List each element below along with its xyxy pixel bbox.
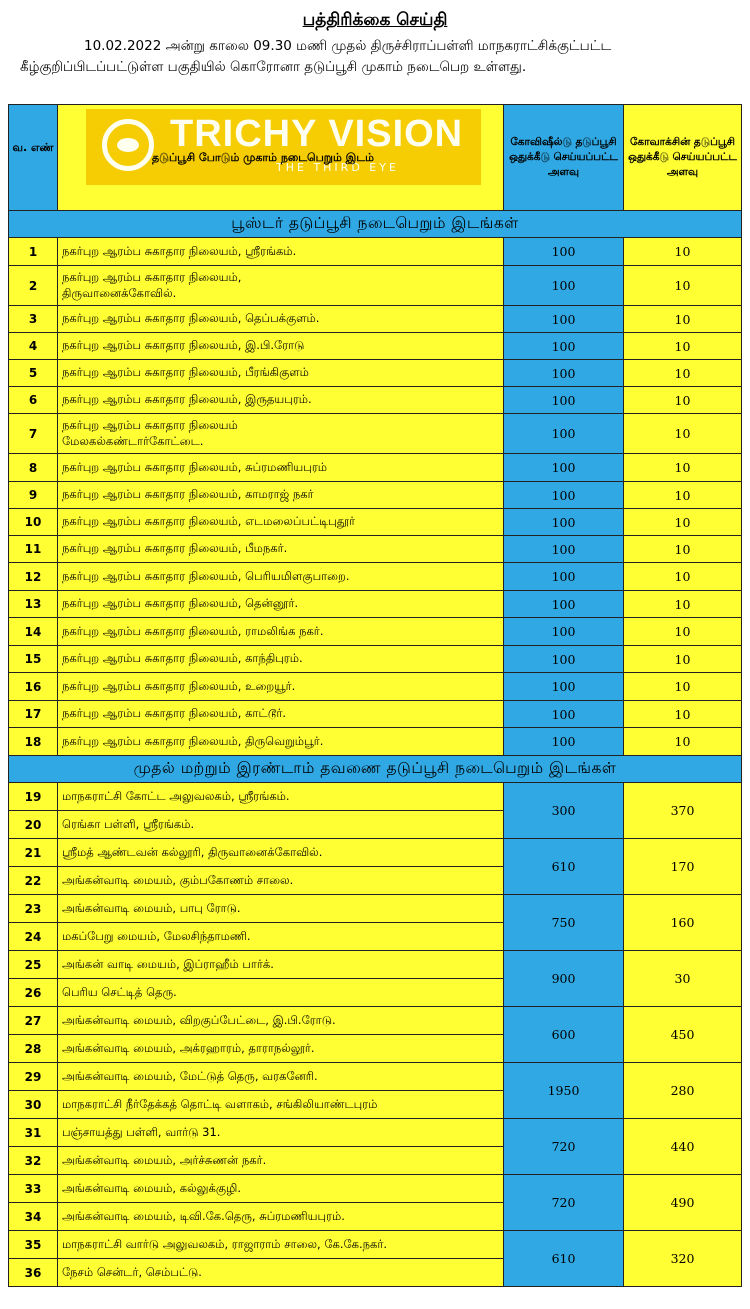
place-cell — [58, 728, 504, 756]
table-row — [9, 618, 742, 646]
watermark-tagline: THE THIRD EYE — [276, 161, 399, 174]
covaxin-cell: 490 — [624, 1175, 742, 1231]
covishield-cell: 100 — [504, 701, 624, 728]
covaxin-cell: 10 — [624, 454, 742, 482]
serial-no-cell: 33 — [9, 1175, 58, 1203]
dose-rows — [9, 783, 742, 1287]
place-cell — [58, 618, 504, 646]
covishield-cell: 100 — [504, 591, 624, 618]
serial-no-cell: 16 — [9, 673, 58, 701]
covishield-cell: 100 — [504, 333, 624, 360]
covishield-cell: 100 — [504, 536, 624, 563]
place-line-1: நகர்புற ஆரம்ப சுகாதார நிலையம், எடமலைப்பட்டிபுதூர் — [62, 514, 355, 528]
serial-no-cell: 3 — [9, 306, 58, 333]
table-row — [9, 895, 742, 923]
section-booster-heading: பூஸ்டர் தடுப்பூசி நடைபெறும் இடங்கள் — [9, 211, 742, 238]
serial-no-cell: 25 — [9, 951, 58, 979]
serial-no-cell: 32 — [9, 1147, 58, 1175]
table-row — [9, 333, 742, 360]
place-line-1: நகர்புற ஆரம்ப சுகாதார நிலையம், தெப்பக்குளம். — [62, 311, 320, 325]
table-row — [9, 951, 742, 979]
serial-no-cell: 24 — [9, 923, 58, 951]
place-line-1: நகர்புற ஆரம்ப சுகாதார நிலையம், திருவெறும்பூர். — [62, 733, 324, 748]
section-doses-heading: முதல் மற்றும் இரண்டாம் தவணை தடுப்பூசி நடைபெறும் இடங்கள் — [9, 756, 742, 783]
serial-no-cell: 36 — [9, 1259, 58, 1287]
table-row — [9, 1007, 742, 1035]
place-cell — [58, 591, 504, 618]
place-cell: மாநகராட்சி கோட்ட அலுவலகம், ஸ்ரீரங்கம். — [58, 783, 504, 811]
place-cell: பஞ்சாயத்து பள்ளி, வார்டு 31. — [58, 1119, 504, 1147]
place-cell — [58, 387, 504, 414]
place-cell — [58, 333, 504, 360]
covaxin-cell: 30 — [624, 951, 742, 1007]
covaxin-cell: 10 — [624, 728, 742, 756]
place-line-1: நகர்புற ஆரம்ப சுகாதார நிலையம், பீமநகர். — [62, 541, 288, 555]
press-release-title: பத்திரிக்கை செய்தி — [302, 10, 448, 30]
table-row — [9, 1063, 742, 1091]
serial-no-cell: 27 — [9, 1007, 58, 1035]
covaxin-cell: 10 — [624, 333, 742, 360]
covaxin-cell: 370 — [624, 783, 742, 839]
covishield-cell: 100 — [504, 360, 624, 387]
header-covaxin: கோவாக்சின் தடுப்பூசி ஒதுக்கீடு செய்யப்பட்ட அளவு — [624, 105, 742, 211]
covaxin-cell: 10 — [624, 673, 742, 701]
place-line-1: நகர்புற ஆரம்ப சுகாதார நிலையம், இருதயபுரம். — [62, 392, 312, 406]
serial-no-cell: 1 — [9, 238, 58, 266]
covaxin-cell: 10 — [624, 266, 742, 306]
covaxin-cell: 160 — [624, 895, 742, 951]
covishield-cell: 900 — [504, 951, 624, 1007]
place-cell — [58, 414, 504, 454]
serial-no-cell: 29 — [9, 1063, 58, 1091]
place-line-1: நகர்புற ஆரம்ப சுகாதார நிலையம், காமராஜ் நகர் — [62, 487, 314, 501]
table-row — [9, 306, 742, 333]
covaxin-cell: 10 — [624, 238, 742, 266]
serial-no-cell: 10 — [9, 509, 58, 536]
serial-no-cell: 4 — [9, 333, 58, 360]
serial-no-cell: 13 — [9, 591, 58, 618]
header-place — [58, 105, 504, 211]
place-cell: அங்கன்வாடி மையம், அக்ரஹாரம், தாராநல்லூர். — [58, 1035, 504, 1063]
place-cell: நேசம் சென்டர், செம்பட்டு. — [58, 1259, 504, 1287]
table-row — [9, 728, 742, 756]
table-row — [9, 482, 742, 509]
covaxin-cell: 10 — [624, 509, 742, 536]
place-cell — [58, 563, 504, 591]
place-line-2: மேலகல்கண்டார்கோட்டை. — [62, 433, 204, 448]
place-cell: மகப்பேறு மையம், மேலசிந்தாமணி. — [58, 923, 504, 951]
booster-rows — [9, 238, 742, 756]
covaxin-cell: 10 — [624, 360, 742, 387]
place-cell — [58, 701, 504, 728]
covishield-cell: 100 — [504, 238, 624, 266]
serial-no-cell: 26 — [9, 979, 58, 1007]
serial-no-cell: 14 — [9, 618, 58, 646]
covaxin-cell: 10 — [624, 387, 742, 414]
covishield-cell: 600 — [504, 1007, 624, 1063]
covishield-cell: 100 — [504, 509, 624, 536]
covishield-cell: 100 — [504, 618, 624, 646]
covaxin-cell: 10 — [624, 618, 742, 646]
table-row — [9, 839, 742, 867]
table-row — [9, 701, 742, 728]
covaxin-cell: 10 — [624, 414, 742, 454]
section-row — [9, 756, 742, 783]
table-row — [9, 536, 742, 563]
header-covishield: கோவிஷீல்டு தடுப்பூசி ஒதுக்கீடு செய்யப்பட்ட அளவு — [504, 105, 624, 211]
serial-no-cell: 11 — [9, 536, 58, 563]
place-line-1: நகர்புற ஆரம்ப சுகாதார நிலையம், — [62, 269, 242, 284]
covaxin-cell: 10 — [624, 482, 742, 509]
place-line-1: நகர்புற ஆரம்ப சுகாதார நிலையம், பெரியமிளகுபாறை. — [62, 568, 350, 583]
covaxin-cell: 440 — [624, 1119, 742, 1175]
serial-no-cell: 15 — [9, 646, 58, 673]
covaxin-cell: 450 — [624, 1007, 742, 1063]
serial-no-cell: 28 — [9, 1035, 58, 1063]
table-row — [9, 454, 742, 482]
table-row — [9, 646, 742, 673]
table-header-row — [9, 105, 742, 211]
table-row — [9, 591, 742, 618]
place-cell — [58, 266, 504, 306]
place-cell: அங்கன்வாடி மையம், பாபு ரோடு. — [58, 895, 504, 923]
covaxin-cell: 10 — [624, 591, 742, 618]
place-cell: மாநகராட்சி நீர்தேக்கத் தொட்டி வளாகம், சங்கிலியாண்டபுரம் — [58, 1091, 504, 1119]
table-row — [9, 673, 742, 701]
covishield-cell: 100 — [504, 387, 624, 414]
place-cell — [58, 536, 504, 563]
place-cell — [58, 360, 504, 387]
serial-no-cell: 17 — [9, 701, 58, 728]
serial-no-cell: 21 — [9, 839, 58, 867]
covishield-cell: 100 — [504, 482, 624, 509]
covishield-cell: 100 — [504, 306, 624, 333]
table-row — [9, 360, 742, 387]
place-line-1: நகர்புற ஆரம்ப சுகாதார நிலையம், தென்னூர். — [62, 596, 299, 610]
serial-no-cell: 20 — [9, 811, 58, 839]
covaxin-cell: 10 — [624, 563, 742, 591]
covishield-cell: 1950 — [504, 1063, 624, 1119]
serial-no-cell: 34 — [9, 1203, 58, 1231]
table-row — [9, 414, 742, 454]
place-line-2: திருவானைக்கோவில். — [62, 285, 177, 300]
covaxin-cell: 320 — [624, 1231, 742, 1287]
serial-no-cell: 8 — [9, 454, 58, 482]
place-line-1: நகர்புற ஆரம்ப சுகாதார நிலையம் — [62, 417, 238, 432]
covaxin-cell: 10 — [624, 306, 742, 333]
place-cell — [58, 673, 504, 701]
header-serial-no: வ. எண் — [9, 105, 58, 211]
serial-no-cell: 6 — [9, 387, 58, 414]
serial-no-cell: 12 — [9, 563, 58, 591]
place-cell — [58, 454, 504, 482]
covishield-cell: 100 — [504, 414, 624, 454]
place-line-1: நகர்புற ஆரம்ப சுகாதார நிலையம், இ.பி.ரோடு — [62, 338, 305, 352]
place-cell: ரெங்கா பள்ளி, ஸ்ரீரங்கம். — [58, 811, 504, 839]
table-row — [9, 509, 742, 536]
header-place-label: தடுப்பூசி போடும் முகாம் நடைபெறும் இடம் — [152, 151, 374, 164]
place-cell: பெரிய செட்டித் தெரு. — [58, 979, 504, 1007]
place-cell — [58, 482, 504, 509]
covishield-cell: 100 — [504, 728, 624, 756]
covishield-cell: 610 — [504, 839, 624, 895]
serial-no-cell: 23 — [9, 895, 58, 923]
covishield-cell: 100 — [504, 646, 624, 673]
serial-no-cell: 7 — [9, 414, 58, 454]
serial-no-cell: 9 — [9, 482, 58, 509]
covishield-cell: 100 — [504, 563, 624, 591]
covishield-cell: 720 — [504, 1175, 624, 1231]
place-cell: அங்கன்வாடி மையம், அர்ச்சுணன் நகர். — [58, 1147, 504, 1175]
place-cell: அங்கன் வாடி மையம், இப்ராஹீம் பார்க். — [58, 951, 504, 979]
table-row — [9, 266, 742, 306]
intro-line-1: 10.02.2022 அன்று காலை 09.30 மணி முதல் திருச்சிராப்பள்ளி மாநகராட்சிக்குட்பட்ட — [84, 38, 612, 54]
place-line-1: நகர்புற ஆரம்ப சுகாதார நிலையம், ராமலிங்க நகர். — [62, 623, 324, 638]
covishield-cell: 750 — [504, 895, 624, 951]
serial-no-cell: 5 — [9, 360, 58, 387]
place-line-1: நகர்புற ஆரம்ப சுகாதார நிலையம், ஸ்ரீரங்கம். — [62, 243, 297, 258]
place-line-1: நகர்புற ஆரம்ப சுகாதார நிலையம், காட்டூர். — [62, 706, 286, 720]
covishield-cell: 720 — [504, 1119, 624, 1175]
serial-no-cell: 18 — [9, 728, 58, 756]
place-cell: அங்கன்வாடி மையம், விறகுப்பேட்டை, இ.பி.ரோடு. — [58, 1007, 504, 1035]
place-cell — [58, 646, 504, 673]
serial-no-cell: 22 — [9, 867, 58, 895]
place-cell — [58, 238, 504, 266]
place-cell — [58, 509, 504, 536]
table-row — [9, 1231, 742, 1259]
covishield-cell: 100 — [504, 673, 624, 701]
vaccination-camp-table — [8, 104, 742, 1287]
place-cell: அங்கன்வாடி மையம், கல்லுக்குழி. — [58, 1175, 504, 1203]
serial-no-cell: 35 — [9, 1231, 58, 1259]
serial-no-cell: 2 — [9, 266, 58, 306]
place-cell: மாநகராட்சி வார்டு அலுவலகம், ராஜாராம் சாலை, கே.கே.நகர். — [58, 1231, 504, 1259]
eye-logo-icon — [102, 119, 154, 171]
place-line-1: நகர்புற ஆரம்ப சுகாதார நிலையம், சுப்ரமணியபுரம் — [62, 459, 328, 474]
covaxin-cell: 10 — [624, 536, 742, 563]
place-cell — [58, 306, 504, 333]
table-row — [9, 563, 742, 591]
table-row — [9, 1175, 742, 1203]
place-cell: அங்கன்வாடி மையம், மேட்டுத் தெரு, வரகனேரி. — [58, 1063, 504, 1091]
covishield-cell: 300 — [504, 783, 624, 839]
table-row — [9, 238, 742, 266]
covishield-cell: 610 — [504, 1231, 624, 1287]
covishield-cell: 100 — [504, 454, 624, 482]
place-line-1: நகர்புற ஆரம்ப சுகாதார நிலையம், பீரங்கிகுளம் — [62, 365, 309, 379]
covaxin-cell: 170 — [624, 839, 742, 895]
covaxin-cell: 280 — [624, 1063, 742, 1119]
serial-no-cell: 19 — [9, 783, 58, 811]
place-line-1: நகர்புற ஆரம்ப சுகாதார நிலையம், காந்திபுரம். — [62, 651, 303, 665]
watermark-logo — [86, 109, 481, 185]
place-cell: ஸ்ரீமத் ஆண்டவன் கல்லூரி, திருவானைக்கோவில். — [58, 839, 504, 867]
table-row — [9, 783, 742, 811]
intro-paragraph — [20, 36, 740, 78]
section-row — [9, 211, 742, 238]
covaxin-cell: 10 — [624, 701, 742, 728]
serial-no-cell: 30 — [9, 1091, 58, 1119]
place-cell: அங்கன்வாடி மையம், கும்பகோணம் சாலை. — [58, 867, 504, 895]
intro-line-2: கீழ்குறிப்பிடப்பட்டுள்ள பகுதியில் கொரோனா தடுப்பூசி முகாம் நடைபெற உள்ளது. — [20, 59, 527, 75]
watermark-brand: TRICHY VISION — [170, 113, 464, 155]
place-line-1: நகர்புற ஆரம்ப சுகாதார நிலையம், உறையூர். — [62, 678, 296, 693]
place-cell: அங்கன்வாடி மையம், டிவி.கே.தெரு, சுப்ரமணியபுரம். — [58, 1203, 504, 1231]
covishield-cell: 100 — [504, 266, 624, 306]
serial-no-cell: 31 — [9, 1119, 58, 1147]
table-row — [9, 1119, 742, 1147]
table-row — [9, 387, 742, 414]
covaxin-cell: 10 — [624, 646, 742, 673]
